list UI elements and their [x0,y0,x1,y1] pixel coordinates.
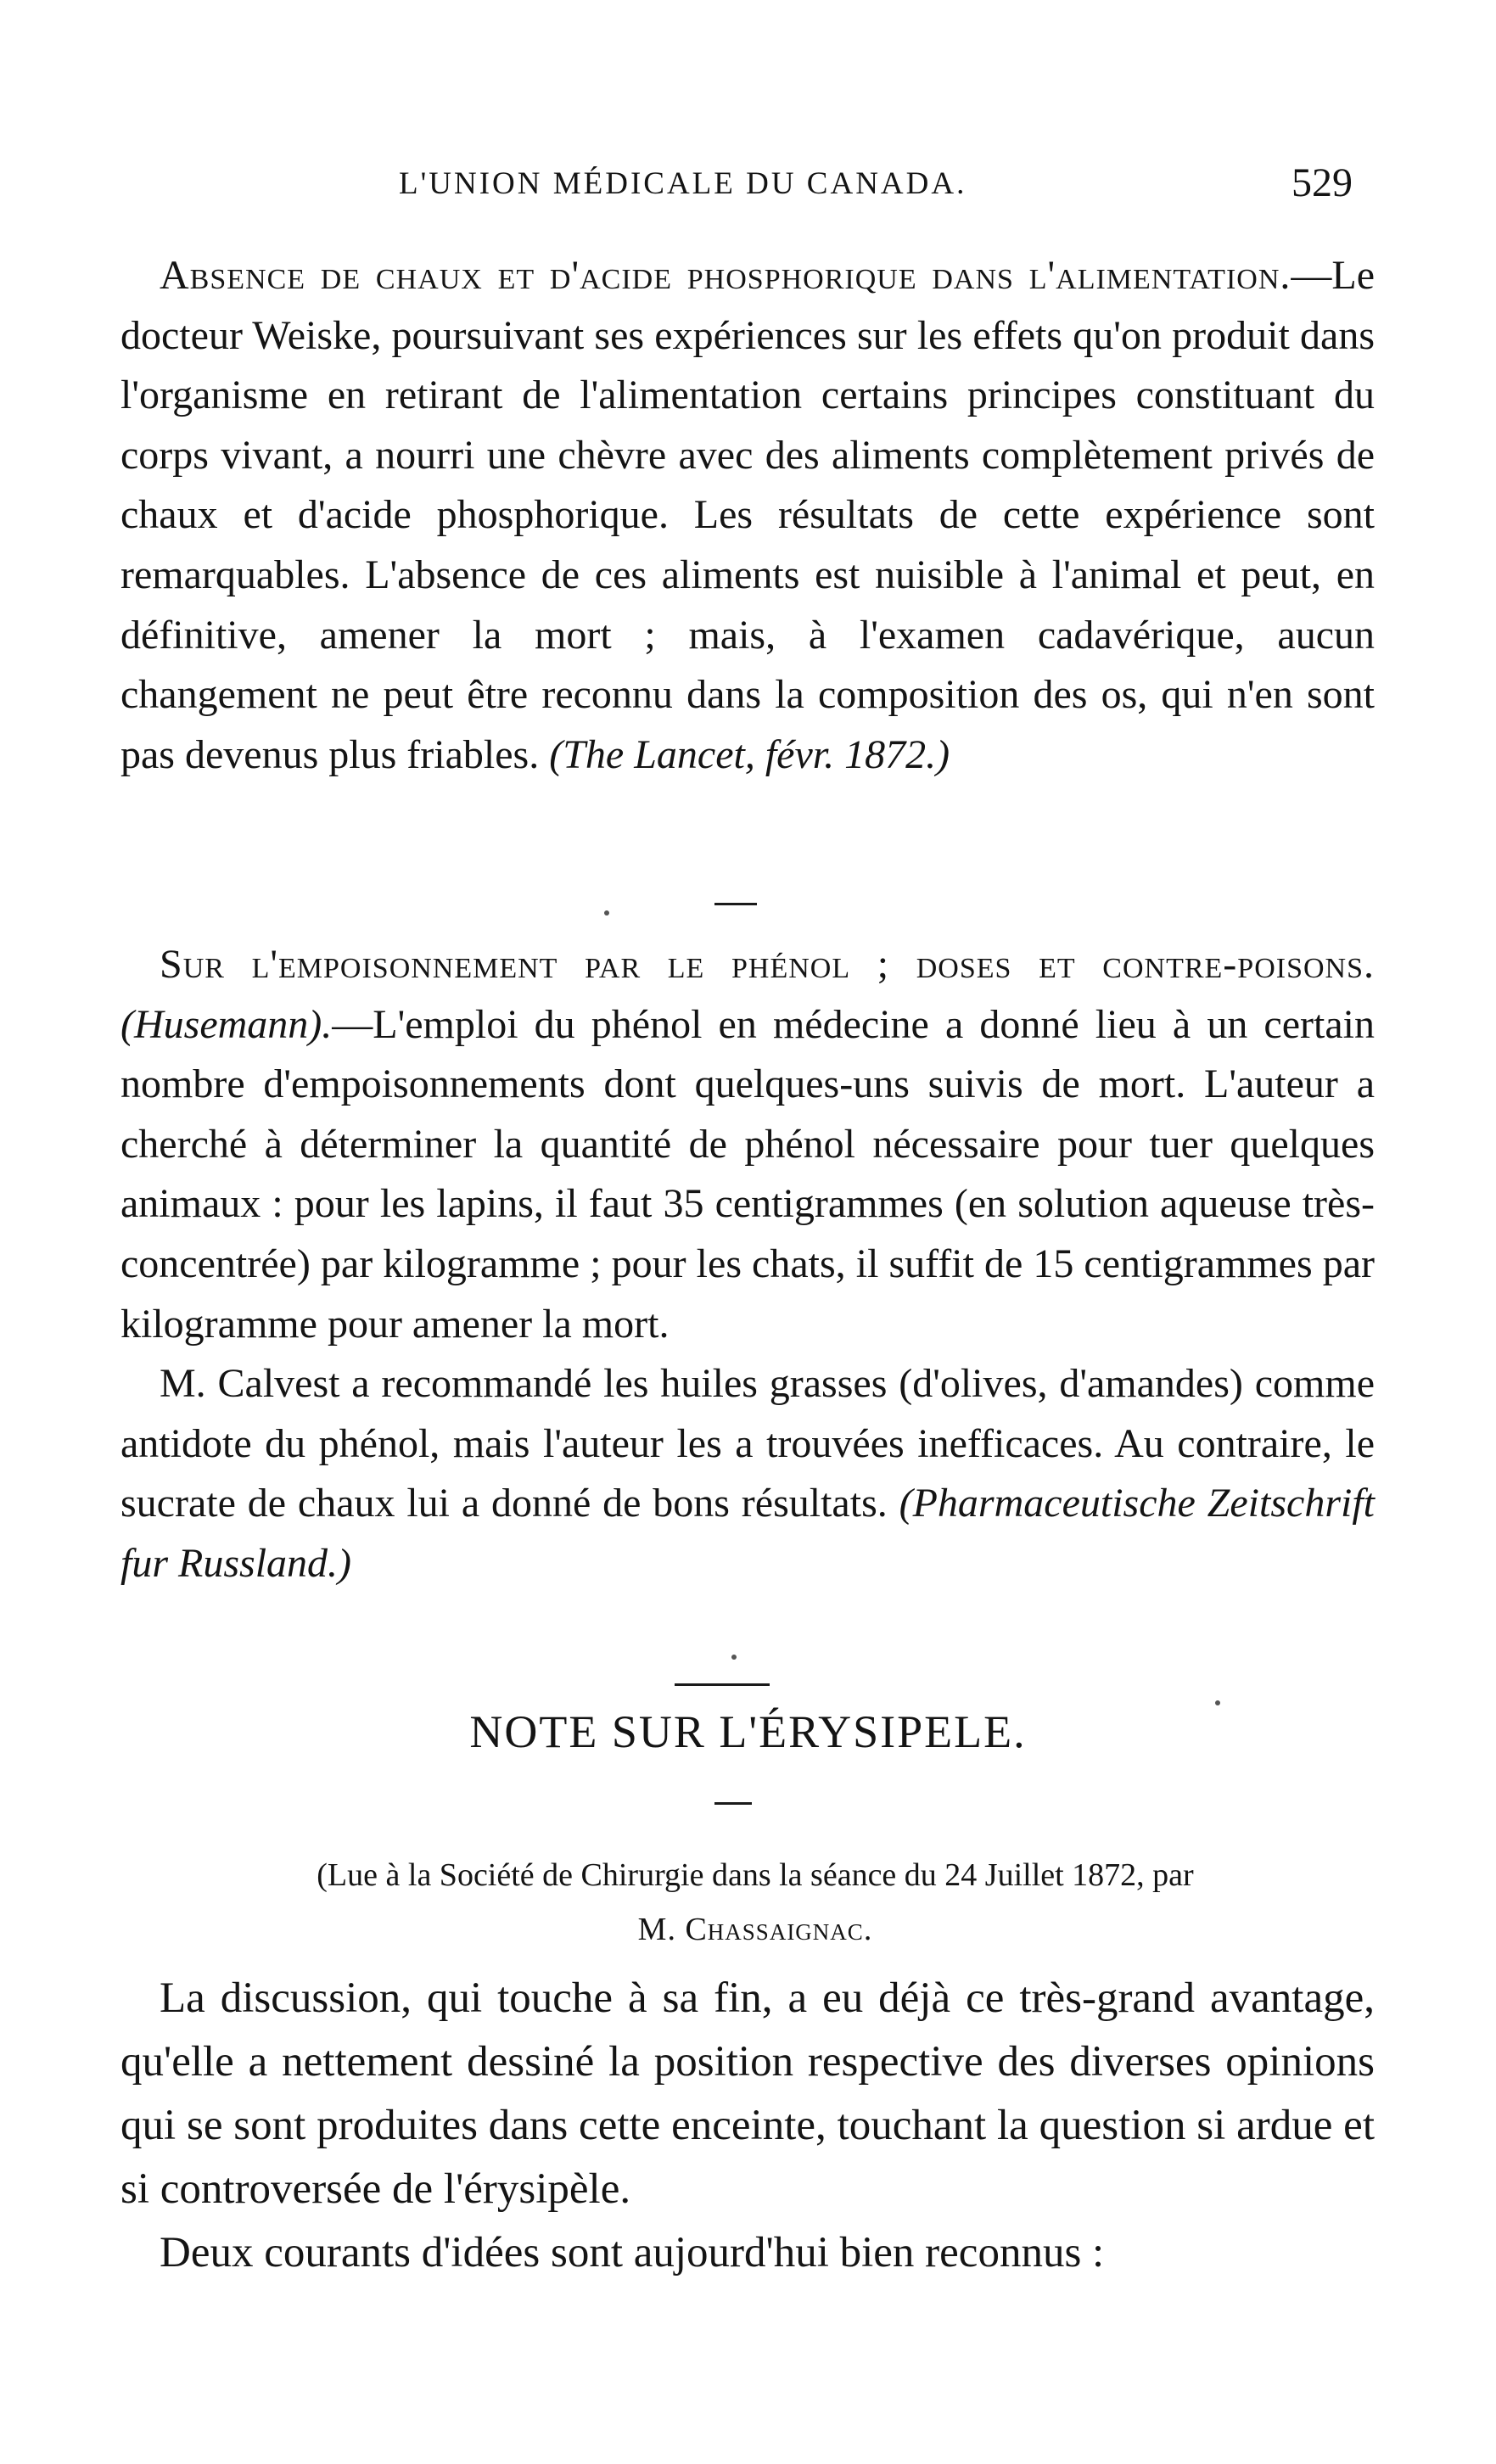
page-number: 529 [1291,160,1353,205]
article-chaux [120,246,1375,785]
article-chaux-citation: (The Lancet, févr. 1872.) [549,731,950,777]
running-title: L'UNION MÉDICALE DU CANADA. [399,166,967,201]
scan-speck [604,910,609,916]
article-phenol-paragraph-2 [120,1354,1375,1593]
separator-rule-3 [714,1802,752,1805]
article-phenol-citation: (Pharmaceutische Zeitschrift fur Russland.) [120,1481,1376,1586]
scan-speck [1215,1700,1220,1705]
scan-speck [731,1655,737,1660]
article-phenol-body: —L'emploi du phénol en médecine a donné lieu à un certain nombre d'empoisonnements dont quelques-uns suivis de mort. L'auteur a cherché à déterminer la quantité de phénol nécessaire pour tuer quelques animaux : pour les lapins, il faut 35 centigrammes (en solution aqueuse très-concentrée) par kilogramme ; pour les chats, il suffit de 15 centigrammes par kilogramme pour amener la mort. [120,1001,1375,1347]
note-title: NOTE SUR L'ÉRYSIPELE. [469,1706,1027,1757]
note-subtitle [136,1848,1375,1957]
separator-rule-1 [714,903,757,905]
note-paragraph-1: La discussion, qui touche à sa fin, a eu déjà ce très-grand avantage, qu'elle a nettement dessiné la position respective des diverses opinions qui se sont produites dans cette enceinte, touchant la question si ardue et si controversée de l'érysipèle. [120,1974,1375,2213]
separator-rule-2 [675,1683,770,1686]
note-subtitle-text: (Lue à la Société de Chirurgie dans la séance du 24 Juillet 1872, par [317,1857,1194,1893]
article-chaux-heading: Absence de chaux et d'acide phosphorique dans l'alimentation. [160,253,1291,298]
note-paragraph-2: Deux courants d'idées sont aujourd'hui bien reconnus : [160,2229,1105,2276]
article-phenol [120,935,1375,1594]
article-phenol-heading: Sur l'empoisonnement par le phénol ; doses et contre-poisons. [160,942,1375,987]
article-chaux-body: —Le docteur Weiske, poursuivant ses expériences sur les effets qu'on produit dans l'organisme en retirant de l'alimentation certains principes constituant du corps vivant, a nourri une chèvre avec des aliments complètement privés de chaux et d'acide phosphorique. Les résultats de cette expérience sont remarquables. L'absence de ces aliments est nuisible à l'animal et peut, en définitive, amener la mort ; mais, à l'examen cadavérique, aucun changement ne peut être reconnu dans la composition des os, qui n'en sont pas devenus plus friables. [120,253,1375,777]
article-phenol-text [120,935,1375,1354]
article-phenol-author: (Husemann). [120,1001,333,1047]
article-phenol-body-2: M. Calvest a recommandé les huiles grasses (d'olives, d'amandes) comme antidote du phénol, mais l'auteur les a trouvées inefficaces. Au contraire, le sucrate de chaux lui a donné de bons résultats. [120,1361,1375,1526]
article-chaux-text [120,246,1375,785]
note-author: M. Chassaignac. [637,1912,873,1947]
note-body [120,1967,1375,2285]
